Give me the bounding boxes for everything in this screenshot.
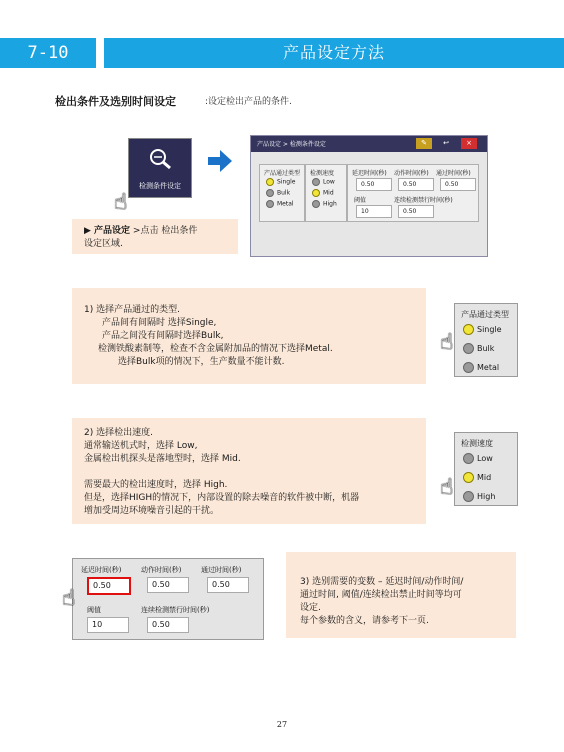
action-time-field[interactable]: 0.50 (398, 178, 434, 191)
edit-icon[interactable]: ✎ (416, 138, 432, 149)
tip-line2: 设定区域. (84, 239, 123, 249)
pointer-hand-icon: ☝ (62, 586, 76, 611)
option-bulk[interactable]: Bulk (266, 189, 290, 197)
action-time-header: 动作时间(秒) (141, 566, 182, 574)
detection-settings-tile[interactable] (128, 138, 192, 198)
delay-time-field[interactable]: 0.50 (87, 577, 131, 595)
tip-bold: ▶ 产品设定 (84, 226, 131, 236)
option-metal[interactable]: Metal (266, 200, 294, 208)
radio-icon (463, 362, 474, 373)
pass-time-field[interactable]: 0.50 (440, 178, 476, 191)
option-low[interactable]: Low (463, 453, 493, 464)
step2-line: 2) 选择检出速度. (84, 428, 153, 438)
step1-line: 产品间有间隔时 选择Single, (102, 318, 217, 328)
radio-icon (312, 189, 320, 197)
radio-icon (463, 453, 474, 464)
step3-line: 设定. (300, 603, 321, 613)
window-title: 产品设定 > 检测条件设定 (257, 141, 326, 148)
tip-box (72, 219, 238, 254)
panel-caption: 检测速度 (461, 439, 493, 448)
delay-time-header: 延迟时间(秒) (81, 566, 122, 574)
option-high[interactable]: High (463, 491, 495, 502)
times-panel (72, 558, 264, 640)
subheading-title: 检出条件及选别时间设定 (55, 95, 176, 108)
step2-line: 但是，选择HIGH的情况下，内部设置的除去噪音的软件被中断，机器 (84, 493, 360, 503)
delay-time-header: 延迟时间(秒) (352, 170, 387, 177)
radio-icon (463, 343, 474, 354)
threshold-field[interactable]: 10 (356, 205, 392, 218)
pass-time-header: 通过时间(秒) (201, 566, 242, 574)
radio-icon (463, 472, 474, 483)
step2-line: 增加受周边环境噪音引起的干扰。 (84, 506, 220, 516)
page-title: 产品设定方法 (282, 43, 385, 62)
option-single[interactable]: Single (266, 178, 295, 186)
close-button[interactable]: × (461, 138, 477, 149)
option-bulk[interactable]: Bulk (463, 343, 494, 354)
threshold-caption: 阈值 (87, 606, 101, 614)
step3-line: 3) 选别需要的变数 – 延迟时间/动作时间/ (300, 577, 464, 587)
step2-line: 需要最大的检出速度时，选择 High. (84, 480, 228, 490)
arrow-right-icon (208, 150, 232, 172)
pointer-hand-icon: ☝ (440, 475, 454, 500)
radio-icon (266, 200, 274, 208)
continuous-caption: 连续检测禁行时间(秒) (141, 606, 210, 614)
step1-line: 1) 选择产品通过的类型. (84, 305, 180, 315)
option-mid[interactable]: Mid (312, 189, 334, 197)
radio-icon (463, 324, 474, 335)
back-button[interactable]: ↩ (443, 139, 449, 147)
step1-line: 产品之间没有间隔时选择Bulk, (102, 331, 224, 341)
option-single[interactable]: Single (463, 324, 502, 335)
pass-time-field[interactable]: 0.50 (207, 577, 249, 593)
product-type-caption: 产品通过类型 (264, 170, 301, 177)
continuous-field[interactable]: 0.50 (147, 617, 189, 633)
radio-icon (266, 189, 274, 197)
pointer-hand-icon: ☝ (440, 330, 454, 355)
threshold-caption: 阈值 (354, 197, 367, 204)
panel-caption: 产品通过类型 (461, 310, 509, 319)
tip-rest: >点击 检出条件 (130, 226, 198, 236)
action-time-field[interactable]: 0.50 (147, 577, 189, 593)
step2-line: 金属检出机探头是落地型时，选择 Mid. (84, 454, 241, 464)
step1-line: 选择Bulk项的情况下，生产数量不能计数. (118, 357, 285, 367)
option-low[interactable]: Low (312, 178, 335, 186)
page-number: 27 (276, 720, 288, 729)
step3-line: 通过时间, 阈值/连续检出禁止时间等均可 (300, 590, 462, 600)
app-window (250, 135, 488, 257)
speed-caption: 检测速度 (310, 170, 335, 177)
option-mid[interactable]: Mid (463, 472, 491, 483)
speed-pane (305, 164, 347, 222)
pointer-hand-icon: ☝ (114, 190, 128, 215)
threshold-field[interactable]: 10 (87, 617, 129, 633)
radio-icon (312, 178, 320, 186)
step1-box (72, 288, 426, 384)
delay-time-field[interactable]: 0.50 (356, 178, 392, 191)
step2-line: 通常输送机式时，选择 Low, (84, 441, 198, 451)
window-titlebar (251, 136, 487, 152)
tile-label: 检测条件设定 (139, 182, 181, 190)
radio-icon (463, 491, 474, 502)
section-number: 7-10 (27, 43, 69, 63)
continuous-caption: 连续检测禁行时间(秒) (394, 197, 453, 204)
continuous-field[interactable]: 0.50 (398, 205, 434, 218)
step1-line: 检测铁酸素制等，检查不含金属附加品的情况下选择Metal. (98, 344, 333, 354)
speed-panel (454, 432, 518, 506)
radio-icon (266, 178, 274, 186)
option-high[interactable]: High (312, 200, 337, 208)
magnifier-icon (147, 147, 173, 171)
product-type-panel (454, 303, 518, 377)
times-pane (347, 164, 479, 222)
product-type-pane (259, 164, 305, 222)
radio-icon (312, 200, 320, 208)
subheading-desc: :设定检出产品的条件. (205, 97, 292, 107)
step2-box (72, 418, 426, 524)
step3-box (286, 552, 516, 638)
step3-line: 每个参数的含义，请参考下一页. (300, 616, 429, 626)
action-time-header: 动作时间(秒) (394, 170, 429, 177)
option-metal[interactable]: Metal (463, 362, 499, 373)
pass-time-header: 通过时间(秒) (436, 170, 471, 177)
